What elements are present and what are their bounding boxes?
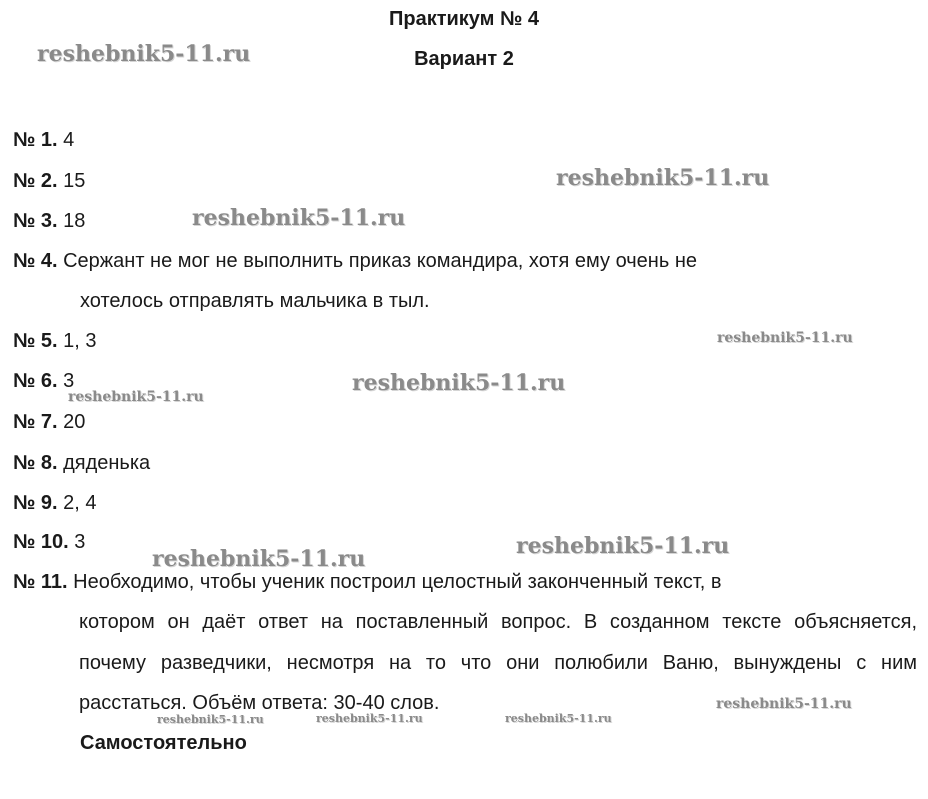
watermark: reshebnik5-11.ru: [316, 712, 423, 725]
watermark: reshebnik5-11.ru: [37, 41, 251, 67]
watermark: reshebnik5-11.ru: [152, 546, 366, 572]
answer-number: № 11.: [13, 571, 68, 593]
page-title: Практикум № 4: [388, 8, 539, 30]
answer-number: № 3.: [13, 210, 58, 232]
answer-text: дяденька: [63, 452, 151, 474]
answer-text: 20: [63, 411, 86, 433]
answer-number: № 1.: [13, 129, 58, 151]
answer-text: 3: [63, 370, 75, 392]
answer-number: № 10.: [13, 531, 69, 553]
answer-11: [13, 571, 721, 594]
answer-2: [13, 170, 85, 193]
answer-10: [13, 531, 85, 554]
answer-number: № 7.: [13, 411, 58, 433]
watermark: reshebnik5-11.ru: [717, 330, 853, 346]
answer-text: 15: [63, 170, 86, 192]
answer-6: [13, 370, 74, 393]
answer-9: [13, 492, 96, 515]
answer-text: 1, 3: [63, 330, 97, 352]
watermark: reshebnik5-11.ru: [505, 712, 612, 725]
answer-11-continuation: котором он даёт ответ на поставленный вопрос. В созданном тексте объясняется, почему разведчики, несмотря на то что они полюбили Ваню, вынуждены с ним расстаться. Объём ответа: 30-40 слов.: [79, 611, 917, 714]
answer-number: № 9.: [13, 492, 58, 514]
answer-text: 4: [63, 129, 75, 151]
answer-number: № 8.: [13, 452, 58, 474]
watermark: reshebnik5-11.ru: [352, 370, 566, 396]
watermark: reshebnik5-11.ru: [556, 165, 770, 191]
answer-4: [13, 250, 697, 273]
answer-5: [13, 330, 96, 353]
watermark: reshebnik5-11.ru: [516, 533, 730, 559]
answer-7: [13, 411, 85, 434]
watermark: reshebnik5-11.ru: [68, 389, 204, 405]
answer-8: [13, 452, 150, 475]
variant-title: Вариант 2: [414, 48, 514, 70]
answer-text: Сержант не мог не выполнить приказ командира, хотя ему очень не: [63, 250, 697, 272]
watermark: reshebnik5-11.ru: [192, 205, 406, 231]
answer-text: 18: [63, 210, 86, 232]
answer-3: [13, 210, 85, 233]
answer-text: 3: [74, 531, 86, 553]
answer-1: [13, 129, 74, 152]
answer-text: 2, 4: [63, 492, 97, 514]
footer-label: Самостоятельно: [80, 732, 247, 754]
answer-number: № 4.: [13, 250, 58, 272]
answer-number: № 5.: [13, 330, 58, 352]
watermark: reshebnik5-11.ru: [157, 713, 264, 726]
answer-number: № 2.: [13, 170, 58, 192]
answer-4-continuation: хотелось отправлять мальчика в тыл.: [80, 290, 430, 312]
answer-text: Необходимо, чтобы ученик построил целостный законченный текст, в: [73, 571, 722, 593]
answer-number: № 6.: [13, 370, 58, 392]
watermark: reshebnik5-11.ru: [716, 696, 852, 712]
